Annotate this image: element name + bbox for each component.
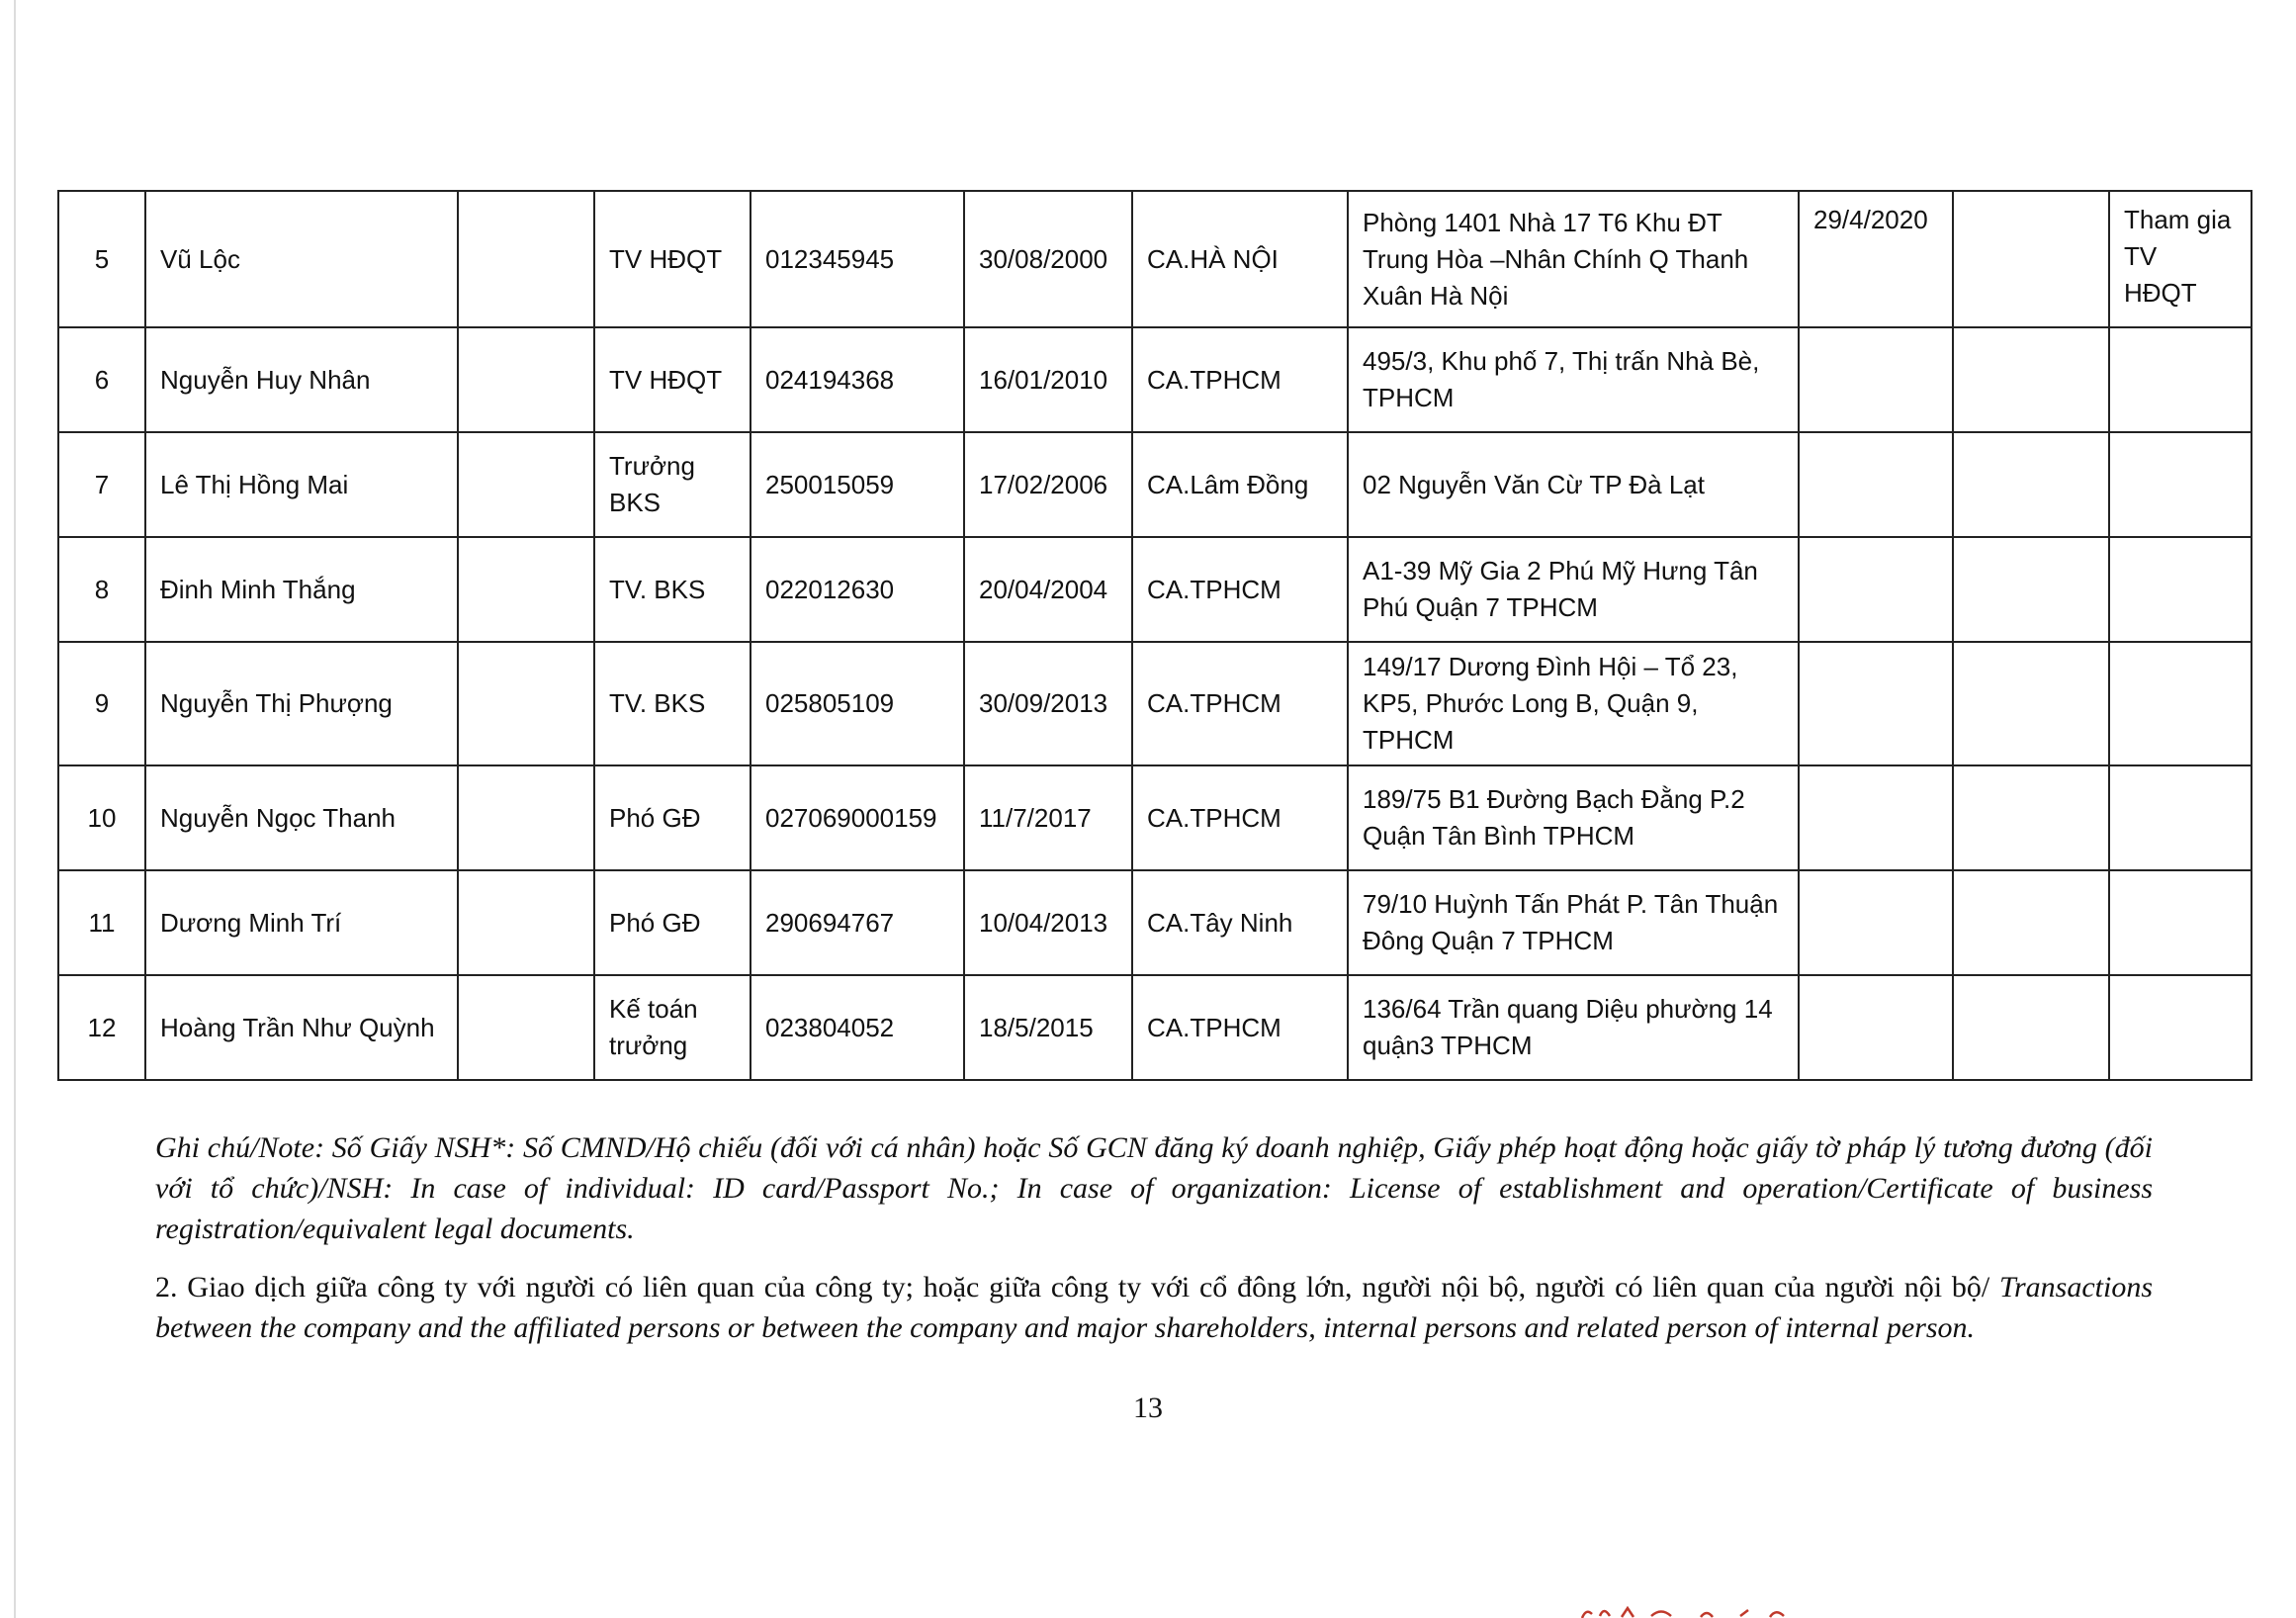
- cell-reason: [2109, 642, 2252, 765]
- cell-issue-date: 11/7/2017: [964, 765, 1132, 870]
- note-definition: Ghi chú/Note: Số Giấy NSH*: Số CMND/Hộ chiếu (đối với cá nhân) hoặc Số GCN đăng ký doanh nghiệp, Giấy phép hoạt động hoặc giấy tờ pháp lý tương đương (đối với tổ chức)/NSH: In case of individual: ID card/Passport No.; In case of organization: License of establishment and operation/Certificate of business registration/equivalent legal documents.: [155, 1131, 2153, 1245]
- cell-issued-by: CA.TPHCM: [1132, 765, 1348, 870]
- cell-reason: [2109, 765, 2252, 870]
- cell-address: 136/64 Trần quang Diệu phường 14 quận3 TPHCM: [1348, 975, 1799, 1080]
- cell-date: [1799, 327, 1953, 432]
- table-row: [58, 537, 2252, 642]
- note-transactions-en: Transactions between the company and the affiliated persons or between the company and major shareholders, internal persons and related person of internal person.: [155, 1271, 2154, 1344]
- cell-empty-b: [1953, 975, 2109, 1080]
- cell-issue-date: 10/04/2013: [964, 870, 1132, 975]
- cell-id-number: 250015059: [751, 432, 964, 537]
- cell-empty-b: [1953, 765, 2109, 870]
- cell-empty-a: [458, 537, 594, 642]
- cell-position: TV HĐQT: [594, 327, 751, 432]
- cell-address: 02 Nguyễn Văn Cừ TP Đà Lạt: [1348, 432, 1799, 537]
- cell-empty-b: [1953, 432, 2109, 537]
- cell-empty-a: [458, 870, 594, 975]
- cell-empty-a: [458, 327, 594, 432]
- cell-issued-by: CA.Lâm Đồng: [1132, 432, 1348, 537]
- cell-name: Vũ Lộc: [145, 191, 458, 327]
- cell-no: 10: [58, 765, 145, 870]
- cell-address: 79/10 Huỳnh Tấn Phát P. Tân Thuận Đông Quận 7 TPHCM: [1348, 870, 1799, 975]
- cell-issue-date: 17/02/2006: [964, 432, 1132, 537]
- notes-section: [155, 1127, 2153, 1366]
- cell-id-number: 023804052: [751, 975, 964, 1080]
- cell-position: Phó GĐ: [594, 765, 751, 870]
- table-row: [58, 765, 2252, 870]
- table-row: [58, 191, 2252, 327]
- cell-date: [1799, 537, 1953, 642]
- cell-no: 12: [58, 975, 145, 1080]
- page-number: 13: [1133, 1392, 1163, 1424]
- cell-name: Nguyễn Ngọc Thanh: [145, 765, 458, 870]
- cell-reason: Tham gia TV HĐQT: [2109, 191, 2252, 327]
- cell-id-number: 022012630: [751, 537, 964, 642]
- cell-address: 189/75 B1 Đường Bạch Đằng P.2 Quận Tân Bình TPHCM: [1348, 765, 1799, 870]
- cell-id-number: 290694767: [751, 870, 964, 975]
- cell-empty-a: [458, 975, 594, 1080]
- cell-position: Phó GĐ: [594, 870, 751, 975]
- cell-issued-by: CA.TPHCM: [1132, 975, 1348, 1080]
- cell-address: A1-39 Mỹ Gia 2 Phú Mỹ Hưng Tân Phú Quận 7 TPHCM: [1348, 537, 1799, 642]
- cell-name: Nguyễn Huy Nhân: [145, 327, 458, 432]
- cell-no: 11: [58, 870, 145, 975]
- stamp-fragment: [1572, 1604, 1810, 1618]
- cell-issued-by: CA.Tây Ninh: [1132, 870, 1348, 975]
- table-row: [58, 642, 2252, 765]
- note-transactions-vi: 2. Giao dịch giữa công ty với người có liên quan của công ty; hoặc giữa công ty với cổ đông lớn, người nội bộ, người có liên quan của người nội bộ/: [155, 1271, 1990, 1303]
- insider-table: [57, 190, 2252, 1081]
- table-row: [58, 327, 2252, 432]
- cell-issue-date: 18/5/2015: [964, 975, 1132, 1080]
- cell-issue-date: 20/04/2004: [964, 537, 1132, 642]
- cell-empty-b: [1953, 642, 2109, 765]
- cell-date: [1799, 870, 1953, 975]
- cell-issue-date: 30/08/2000: [964, 191, 1132, 327]
- cell-reason: [2109, 432, 2252, 537]
- cell-name: Dương Minh Trí: [145, 870, 458, 975]
- cell-empty-b: [1953, 191, 2109, 327]
- cell-no: 8: [58, 537, 145, 642]
- cell-reason: [2109, 975, 2252, 1080]
- cell-position: Trưởng BKS: [594, 432, 751, 537]
- cell-name: Nguyễn Thị Phượng: [145, 642, 458, 765]
- table-row: [58, 432, 2252, 537]
- cell-issued-by: CA.TPHCM: [1132, 642, 1348, 765]
- cell-name: Hoàng Trần Như Quỳnh: [145, 975, 458, 1080]
- cell-id-number: 025805109: [751, 642, 964, 765]
- cell-date: [1799, 642, 1953, 765]
- cell-id-number: 024194368: [751, 327, 964, 432]
- cell-position: TV. BKS: [594, 642, 751, 765]
- cell-issue-date: 16/01/2010: [964, 327, 1132, 432]
- cell-no: 9: [58, 642, 145, 765]
- cell-name: Đinh Minh Thắng: [145, 537, 458, 642]
- cell-empty-b: [1953, 870, 2109, 975]
- table-body: [58, 191, 2252, 1080]
- cell-empty-a: [458, 191, 594, 327]
- cell-date: [1799, 432, 1953, 537]
- cell-position: TV. BKS: [594, 537, 751, 642]
- cell-date: 29/4/2020: [1799, 191, 1953, 327]
- cell-position: TV HĐQT: [594, 191, 751, 327]
- cell-reason: [2109, 537, 2252, 642]
- table-row: [58, 975, 2252, 1080]
- cell-issued-by: CA.TPHCM: [1132, 537, 1348, 642]
- cell-date: [1799, 765, 1953, 870]
- cell-issued-by: CA.TPHCM: [1132, 327, 1348, 432]
- cell-issue-date: 30/09/2013: [964, 642, 1132, 765]
- table-row: [58, 870, 2252, 975]
- page-edge: [14, 0, 16, 1618]
- cell-date: [1799, 975, 1953, 1080]
- cell-no: 5: [58, 191, 145, 327]
- cell-reason: [2109, 870, 2252, 975]
- cell-position: Kế toán trưởng: [594, 975, 751, 1080]
- cell-id-number: 027069000159: [751, 765, 964, 870]
- cell-address: 495/3, Khu phố 7, Thị trấn Nhà Bè, TPHCM: [1348, 327, 1799, 432]
- cell-empty-a: [458, 765, 594, 870]
- cell-no: 6: [58, 327, 145, 432]
- cell-no: 7: [58, 432, 145, 537]
- cell-empty-b: [1953, 327, 2109, 432]
- cell-reason: [2109, 327, 2252, 432]
- cell-address: Phòng 1401 Nhà 17 T6 Khu ĐT Trung Hòa –Nhân Chính Q Thanh Xuân Hà Nội: [1348, 191, 1799, 327]
- note-transactions: [155, 1267, 2153, 1348]
- cell-address: 149/17 Dương Đình Hội – Tổ 23, KP5, Phước Long B, Quận 9, TPHCM: [1348, 642, 1799, 765]
- cell-issued-by: CA.HÀ NỘI: [1132, 191, 1348, 327]
- cell-empty-b: [1953, 537, 2109, 642]
- cell-empty-a: [458, 642, 594, 765]
- cell-name: Lê Thị Hồng Mai: [145, 432, 458, 537]
- cell-id-number: 012345945: [751, 191, 964, 327]
- cell-empty-a: [458, 432, 594, 537]
